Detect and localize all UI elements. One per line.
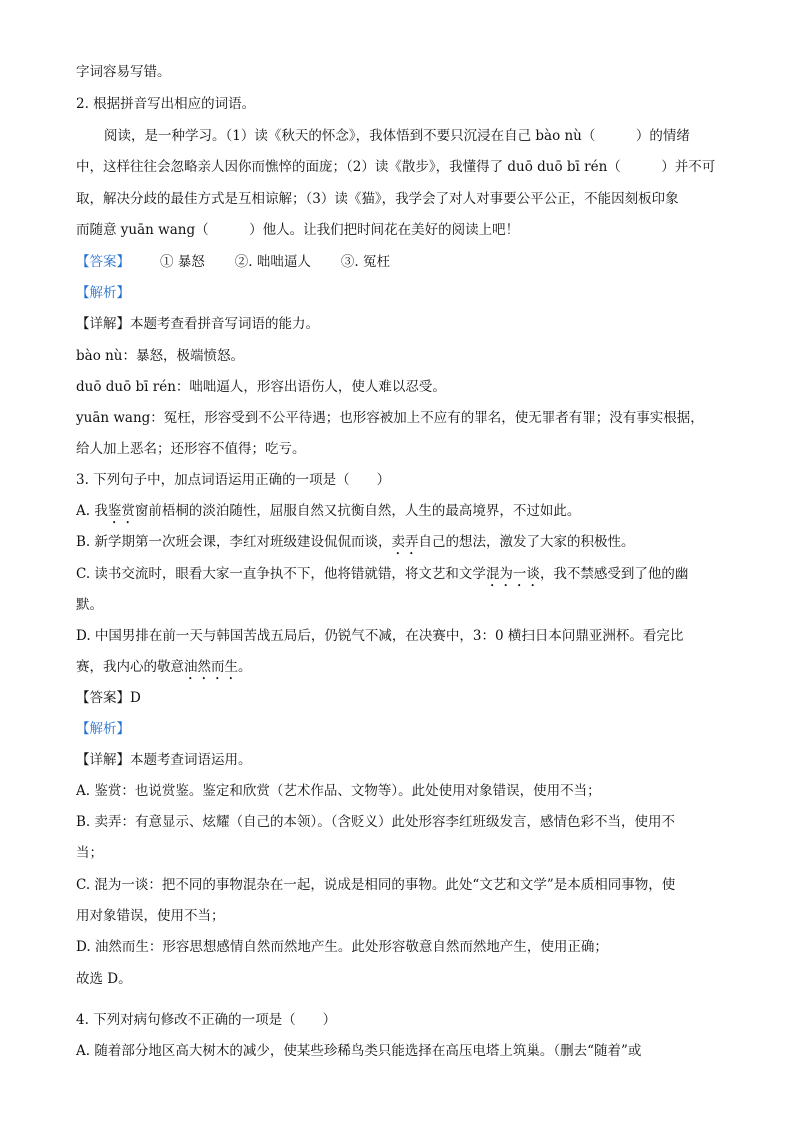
explanation-line: 【详解】本题考查词语运用。 — [76, 752, 252, 768]
question-3-title: 3. 下列句子中，加点词语运用正确的一项是（ ） — [76, 472, 391, 488]
passage-line: 阅读，是一种学习。（1）读《秋天的怀念》，我体悟到不要只沉浸在自己 bào nù（ ）的情绪 — [104, 128, 690, 144]
option-c: C. 读书交流时，眼看大家一直争执不下，他将错就错，将文艺和文学混为一谈，我不禁感受到了他的幽 — [76, 566, 689, 582]
dotted-word: 鉴赏 — [107, 503, 135, 519]
option-c-cont: 默。 — [76, 597, 103, 613]
explanation-line: 故选 D。 — [76, 971, 132, 987]
explanation-line: bào nù：暴怒，极端愤怒。 — [76, 348, 244, 364]
option-b: B. 新学期第一次班会课，李红对班级建设侃侃而谈，卖弄自己的想法，激发了大家的积极性。 — [76, 534, 635, 550]
explanation-line: 给人加上恶名；还形容不值得；吃亏。 — [76, 441, 306, 457]
explanation-line: C. 混为一谈：把不同的事物混杂在一起，说成是相同的事物。此处“文艺和文学”是本质相同事物，使 — [76, 877, 676, 893]
explanation-line: A. 鉴赏：也说赏鉴。鉴定和欣赏（艺术作品、文物等）。此处使用对象错误，使用不当； — [76, 783, 601, 799]
option-d-cont: 赛，我内心的敬意油然而生。 — [76, 659, 252, 675]
answer-label: 【答案】 — [76, 254, 130, 270]
explanation-line: B. 卖弄：有意显示、炫耀（自己的本领）。（含贬义）此处形容李红班级发言，感情色彩不当，使用不 — [76, 814, 676, 830]
analysis-label: 【解析】 — [76, 285, 130, 301]
explanation-line: yuān wang：冤枉，形容受到不公平待遇；也形容被加上不应有的罪名，使无罪者有罪；没有事实根据， — [76, 410, 704, 426]
answer-item: ③. 冤枉 — [340, 254, 390, 270]
option-a: A. 我鉴赏窗前梧桐的淡泊随性，屈服自然又抗衡自然，人生的最高境界，不过如此。 — [76, 503, 581, 519]
explanation-line: 用对象错误，使用不当； — [76, 908, 225, 924]
explanation-line: D. 油然而生：形容思想感情自然而然地产生。此处形容敬意自然而然地产生，使用正确； — [76, 939, 608, 955]
passage-line: 中，这样往往会忽略亲人因你而憔悴的面庞；（2）读《散步》，我懂得了 duō duō bī rén（ ）并不可 — [76, 159, 716, 175]
question-2-title: 2. 根据拼音写出相应的词语。 — [76, 96, 256, 112]
option-a: A. 随着部分地区高大树木的减少，使某些珍稀鸟类只能选择在高压电塔上筑巢。（删去“随着”或 — [76, 1043, 642, 1059]
passage-line: 而随意 yuān wang（ ）他人。让我们把时间花在美好的阅读上吧！ — [76, 222, 520, 238]
passage-line: 取，解决分歧的最佳方式是互相谅解；（3）读《猫》，我学会了对人对事要公平公正，不能因刻板印象 — [76, 191, 679, 207]
option-d: D. 中国男排在前一天与韩国苦战五局后，仍锐气不减，在决赛中，3：0 横扫日本问鼎亚洲杯。看完比 — [76, 628, 684, 644]
answer-line: 【答案】D — [76, 690, 141, 706]
dotted-word: 卖弄 — [391, 534, 419, 550]
explanation-line: 【详解】本题考查看拼音写词语的能力。 — [76, 316, 319, 332]
text-line: 字词容易写错。 — [76, 64, 171, 80]
explanation-line: duō duō bī rén：咄咄逼人，形容出语伤人，使人难以忍受。 — [76, 379, 446, 395]
question-4-title: 4. 下列对病句修改不正确的一项是（ ） — [76, 1012, 337, 1028]
answer-item: ②. 咄咄逼人 — [234, 254, 311, 270]
answer-line — [76, 252, 390, 272]
dotted-word: 油然而生 — [184, 659, 238, 675]
analysis-label: 【解析】 — [76, 721, 130, 737]
dotted-word: 混为一谈 — [485, 566, 540, 582]
answer-item: ① 暴怒 — [160, 254, 205, 270]
explanation-line: 当； — [76, 845, 103, 861]
